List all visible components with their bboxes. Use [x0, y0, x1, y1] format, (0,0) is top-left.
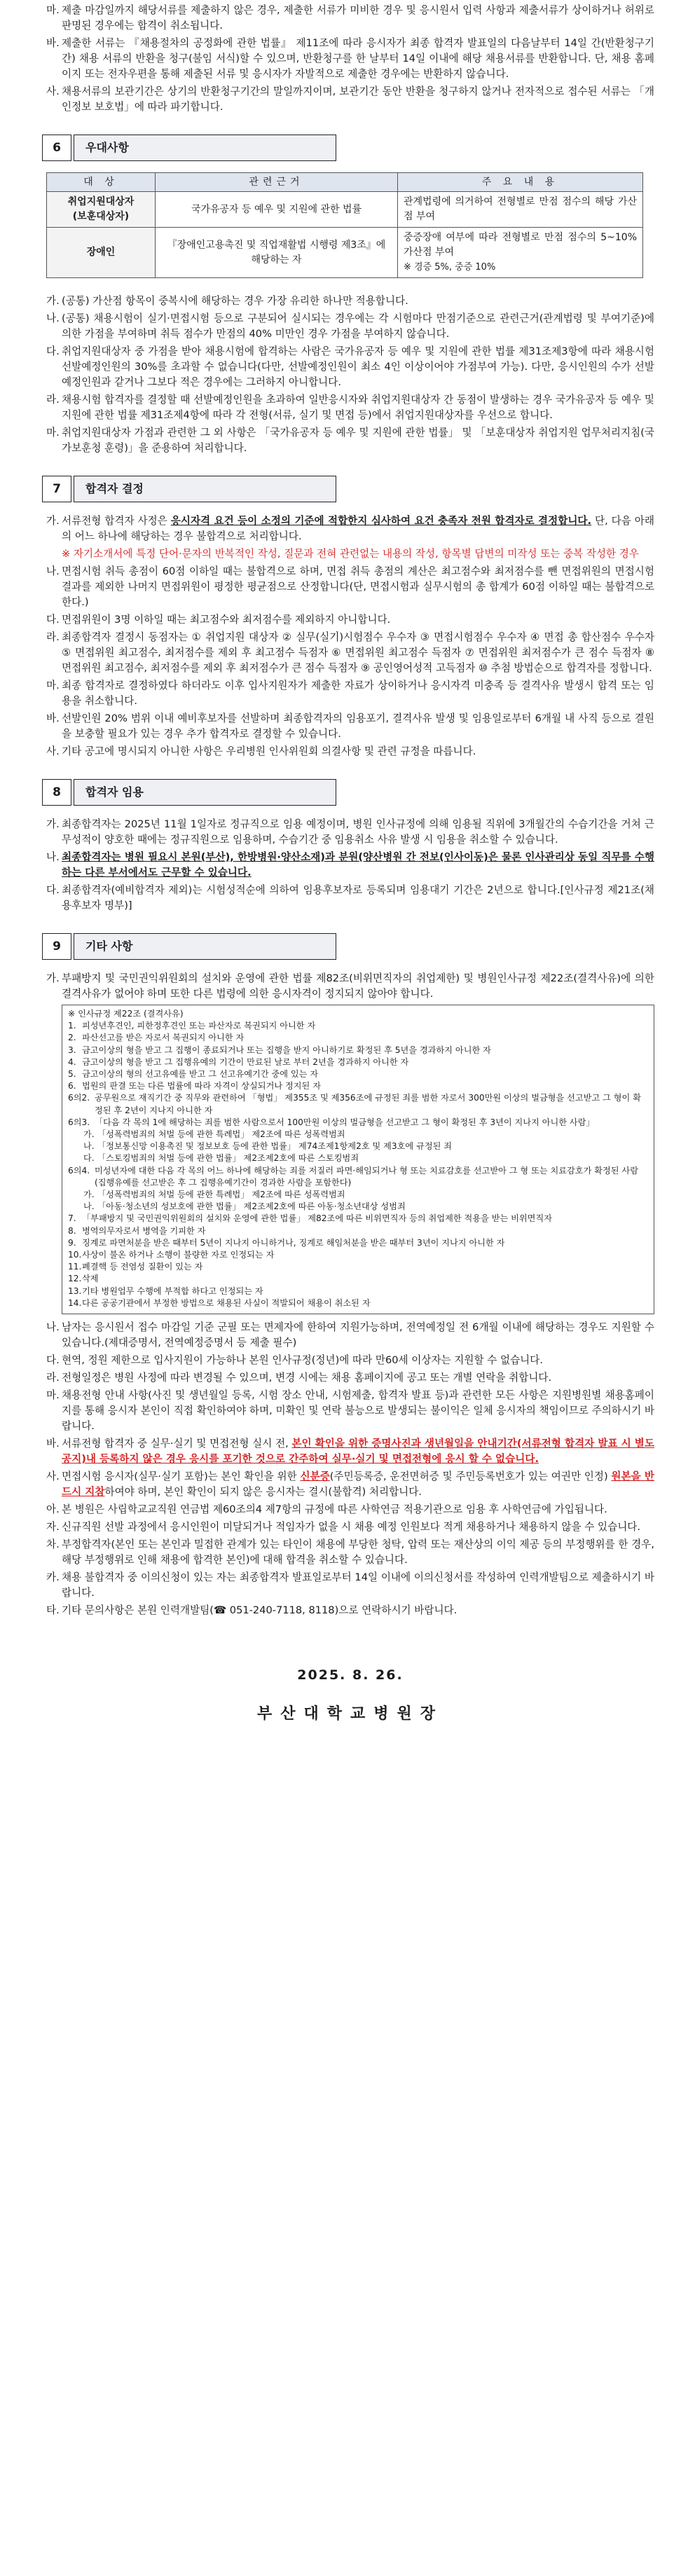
list-item: [46, 612, 654, 628]
disqualification-row: [68, 1092, 648, 1116]
item-text: 기타 공고에 명시되지 아니한 사항은 우리병원 인사위원회 의결사항 및 관련 규정을 따릅니다.: [62, 745, 476, 757]
disqualification-row: [68, 1189, 648, 1201]
item-marker: 사.: [46, 1470, 60, 1483]
list-item: [46, 1469, 654, 1500]
row-text: 미성년자에 대한 다음 각 목의 어느 하나에 해당하는 죄를 저질러 파면·해임되거나 형 또는 치료감호를 선고받아 그 형 또는 치료감호가 확정된 사람(집행유예를 선고받은 후 그 집행유예기간이 경과한 사람을 포함한다): [95, 1165, 638, 1187]
row-text: 「스토킹범죄의 처벌 등에 관한 법률」 제2조제2호에 따른 스토킹범죄: [97, 1153, 359, 1164]
disqualification-row: [68, 1201, 648, 1213]
item-text: 현역, 정원 제한으로 입사지원이 가능하나 본원 인사규정(정년)에 따라 만60세 이상자는 지원할 수 없습니다.: [62, 1354, 544, 1367]
disqualification-row: [68, 1020, 648, 1032]
list-item: [46, 3, 654, 34]
row-number: 2.: [68, 1033, 76, 1043]
item-text: 하여야 하며, 본인 확인이 되지 않은 응시자는 결시(불합격) 처리합니다.: [104, 1486, 422, 1499]
item-marker: 다.: [46, 884, 60, 896]
item-warning: 신분증: [300, 1470, 330, 1483]
item-marker: 차.: [46, 1538, 60, 1551]
section-number: 7: [42, 476, 71, 502]
section-title: 우대사항: [74, 135, 336, 161]
section-9-items-a: [46, 1320, 654, 1434]
item-text: 기타 문의사항은 본원 인력개발팀(☎ 051-240-7118, 8118)으로 연락하시기 바랍니다.: [62, 1604, 457, 1617]
item-text: 서류전형 합격자 사정은: [62, 515, 171, 527]
item-emphasis: 최종합격자는 병원 필요시 본원(부산), 한방병원·양산소재)과 분원(양산병원 간 전보(인사이동)은 물론 인사관리상 동일 직무를 수행하는 다른 부서에서도 근무할 수 있습니다.: [62, 851, 654, 879]
row-text: 「성폭력범죄의 처벌 등에 관한 특례법」 제2조에 따른 성폭력범죄: [97, 1190, 345, 1200]
item-marker: 바.: [46, 712, 60, 724]
list-item: [46, 711, 654, 742]
list-item: [46, 1520, 654, 1535]
list-item: [46, 392, 654, 423]
item-marker: 마.: [46, 680, 60, 691]
item-marker: 마.: [46, 1389, 60, 1402]
item-text: 취업지원대상자 가점과 관련한 그 외 사항은 「국가유공자 등 예우 및 지원에 관한 법률」 및 「보훈대상자 취업지원 업무처리지침(국가보훈청 훈령)」을 준용하여 처리합니다.: [62, 427, 654, 454]
list-item: [46, 425, 654, 456]
row-number: 8.: [68, 1225, 76, 1236]
list-item: [46, 678, 654, 709]
list-item: [46, 817, 654, 848]
row-number: 11.: [68, 1262, 82, 1272]
section-number: 8: [42, 779, 71, 806]
hospital-director-signature: 부산대학교병원장: [256, 1705, 444, 1723]
top-items: [46, 3, 654, 115]
item-text: 단, 다음 아래의 어느 하나에 해당하는 경우 불합격으로 처리합니다.: [62, 515, 654, 542]
list-item: [46, 294, 654, 309]
red-note: ※ 자기소개서에 특정 단어·문자의 반복적인 작성, 질문과 전혀 관련없는 내용의 작성, 항목별 답변의 미작성 또는 중복 작성한 경우: [62, 548, 639, 560]
list-item: [46, 344, 654, 390]
list-item: [46, 84, 654, 115]
table-header: 관련근거: [156, 173, 398, 192]
row-text: 파산선고를 받은 자로서 복권되지 아니한 자: [82, 1033, 245, 1043]
item-marker: 다.: [46, 1354, 60, 1367]
item-marker: 마.: [46, 427, 60, 439]
item-text: 서류전형 합격자 중 실무·실기 및 면접전형 실시 전,: [62, 1438, 292, 1450]
section-number: 9: [42, 933, 71, 960]
disqualification-row: [68, 1152, 648, 1164]
disqualification-row: [68, 1249, 648, 1261]
row-text: 공무원으로 재직기간 중 직무와 관련하여 「형법」 제355조 및 제356조에 규정된 죄를 범한 자로서 300만원 이상의 벌금형을 선고받고 그 형이 확정된 후 2년이 지나지 아니한 자: [95, 1093, 641, 1115]
disqualification-row: [68, 1141, 648, 1152]
announcement-date: 2025. 8. 26.: [297, 1667, 404, 1683]
disqualification-row: [68, 1297, 648, 1309]
row-text: 피성년후견인, 피한정후견인 또는 파산자로 복권되지 아니한 자: [82, 1021, 316, 1031]
row-number: 4.: [68, 1056, 76, 1067]
item-text: 부패방지 및 국민권익위원회의 설치와 운영에 관한 법률 제82조(비위면직자의 취업제한) 및 병원인사규정 제22조(결격사유)에 의한 결격사유가 없어야 하며 또한 다른 법령에 의한 응시자격이 정지되지 않아야 합니다.: [62, 972, 654, 1000]
disqualification-row: [68, 1056, 648, 1068]
item-text: 취업지원대상자 중 가점을 받아 채용시험에 합격하는 사람은 국가유공자 등 예우 및 지원에 관한 법률 제31조제3항에 따라 채용시험 선발예정인원의 30%를 초과할 수 없습니다(다만, 선발예정인원이 최소 4인 이상이어야 가점부여 가능). 다만, 응시인원의 수가 선발예정인원과 같거나 그보다 적은 경우에는 그러하지 아니합니다.: [62, 345, 654, 388]
disqualification-row: [68, 1273, 648, 1285]
disqualification-row: [68, 1286, 648, 1297]
list-item: [46, 564, 654, 610]
section-6-header: [42, 135, 336, 161]
item-text: 최종합격자는 2025년 11월 1일자로 정규직으로 임용 예정이며, 병원 인사규정에 의해 임용될 직위에 3개월간의 수습기간을 거쳐 근무성적이 양호한 때에는 정규직원으로 임용하며, 수습기간 중 임용취소 사유 발생 시 임용을 취소할 수 있습니다.: [62, 818, 654, 846]
item-text: 신규직원 선발 과정에서 응시인원이 미달되거나 적임자가 없을 시 채용 예정 인원보다 적게 채용하거나 채용하지 않을 수 있습니다.: [62, 1521, 641, 1534]
section-title: 합격자 임용: [74, 779, 336, 806]
item-marker: 바.: [46, 1438, 60, 1450]
row-number: 6의3.: [68, 1117, 90, 1127]
item-text: 본 병원은 사립학교교직원 연금법 제60조의4 제7항의 규정에 따른 사학연금 적용기관으로 임용 후 사학연금에 가입됩니다.: [62, 1503, 607, 1516]
item-marker: 아.: [46, 1503, 60, 1516]
table-cell-target: 취업지원대상자 (보훈대상자): [47, 192, 156, 228]
row-text: 금고이상의 형을 받고 그 집행유예의 기간이 만료된 날로 부터 2년을 경과하지 아니한 자: [82, 1056, 409, 1067]
list-item: [46, 630, 654, 676]
item-text: 전형일정은 병원 사정에 따라 변경될 수 있으며, 변경 시에는 채용 홈페이지에 공고 또는 개별 연락을 취합니다.: [62, 1372, 552, 1384]
table-cell-basis: 『장애인고용촉진 및 직업재활법 시행령 제3조』에 해당하는 자: [156, 228, 398, 278]
disqualification-row: [68, 1129, 648, 1141]
section-7-header: [42, 476, 336, 502]
list-item: [46, 1353, 654, 1368]
table-cell-content: 관계법령에 의거하여 전형별로 만점 점수의 해당 가산점 부여: [398, 192, 643, 228]
row-text: 병역의무자로서 병역을 기피한 자: [82, 1225, 206, 1236]
item-text: (공통) 채용시험이 실기·면접시험 등으로 구분되어 실시되는 경우에는 각 시험마다 만점기준으로 관련근거(관계법령 및 부여기준)에 의한 가점을 부여하며 취득 점수가 만점의 40% 미만인 경우 가점을 부여하지 않습니다.: [62, 312, 654, 340]
table-row: [47, 192, 643, 228]
item-marker: 나.: [46, 312, 60, 324]
disqualification-row: [68, 1068, 648, 1080]
item-warning: 원본을 반드시 지참: [62, 1470, 654, 1499]
item-marker: 가.: [46, 515, 60, 527]
row-number: 가.: [83, 1129, 95, 1140]
disqualification-row: [68, 1213, 648, 1225]
item-text: 채용서류의 보관기간은 상기의 반환청구기간의 말일까지이며, 보관기간 동안 반환을 청구하지 않거나 전자적으로 접수된 서류는 「개인정보 보호법」에 따라 파기합니다.: [62, 85, 654, 113]
item-text: 채용시험 합격자를 결정할 때 선발예정인원을 초과하여 일반응시자와 취업지원대상자 간 동점이 발생하는 경우 국가유공자 등 예우 및 지원에 관한 법률 제31조제4항에 따라 각 전형(서류, 실기 및 면접 등)에서 취업지원대상자를 우선으로 합니다.: [62, 394, 654, 421]
table-cell-target: 장애인: [47, 228, 156, 278]
item-marker: 나.: [46, 1321, 60, 1334]
box-title: ※ 인사규정 제22조 (결격사유): [68, 1009, 184, 1019]
section-title: 기타 사항: [74, 933, 336, 960]
item-text: 부정합격자(본인 또는 본인과 밀접한 관계가 있는 타인이 채용에 부당한 청탁, 압력 또는 재산상의 이익 제공 등의 부정행위를 한 경우, 해당 부정행위로 인해 채용에 합격한 본인)에 대해 합격을 취소할 수 있습니다.: [62, 1538, 654, 1566]
disqualification-row: [68, 1117, 648, 1129]
list-item: [46, 744, 654, 759]
item-marker: 나.: [46, 851, 60, 863]
row-text: 다른 공공기관에서 부정한 방법으로 채용된 사실이 적발되어 채용이 취소된 자: [82, 1297, 371, 1308]
row-number: 6의2.: [68, 1093, 90, 1103]
row-number: 5.: [68, 1069, 76, 1080]
row-text: 금고이상의 형의 선고유예를 받고 그 선고유예기간 중에 있는 자: [82, 1069, 319, 1080]
disqualification-row: [68, 1261, 648, 1273]
disqualification-row: [68, 1032, 648, 1044]
item-marker: 가.: [46, 818, 60, 830]
content-note: ※ 경증 5%, 중증 10%: [404, 262, 496, 273]
item-text: 제출 마감일까지 해당서류를 제출하지 않은 경우, 제출한 서류가 미비한 경우 및 응시원서 입력 사항과 제출서류가 상이하거나 허위로 판명된 경우에는 합격이 취소됩니다.: [62, 4, 654, 32]
item-marker: 바.: [46, 37, 60, 49]
item-marker: 가.: [46, 295, 60, 307]
list-item: [46, 1570, 654, 1601]
list-item: [46, 1320, 654, 1351]
item-marker: 카.: [46, 1571, 60, 1584]
list-item: [46, 1370, 654, 1386]
content-text: 중증장애 여부에 따라 전형별로 만점 점수의 5~10% 가산점 부여: [404, 232, 637, 258]
item-text: 선발인원 20% 범위 이내 예비후보자를 선발하며 최종합격자의 임용포기, 결격사유 발생 및 임용일로부터 6개월 내 사직 등으로 결원을 보충할 필요가 있는 경우 추가 합격자로 결정할 수 있습니다.: [62, 712, 654, 740]
item-marker: 자.: [46, 1521, 60, 1534]
section-8-header: [42, 779, 336, 806]
list-item: [46, 850, 654, 881]
row-text: 징계로 파면처분을 받은 때부터 5년이 지나지 아니하거나, 징계로 해임처분을 받은 때부터 3년이 지나지 아니한 자: [82, 1237, 505, 1248]
row-number: 6의4.: [68, 1165, 90, 1176]
section-6-items: [46, 294, 654, 456]
list-item: [46, 1388, 654, 1434]
row-number: 나.: [83, 1141, 95, 1152]
list-item: [46, 883, 654, 914]
item-text: 면접위원이 3명 이하일 때는 최고점수와 최저점수를 제외하지 아니합니다.: [62, 614, 391, 626]
row-text: 「아동·청소년의 성보호에 관한 법률」 제2조제2호에 따른 아동·청소년대상 성범죄: [97, 1201, 406, 1212]
row-text: 「부패방지 및 국민권익위원회의 설치와 운영에 관한 법률」 제82조에 따른 비위면직자 등의 취업제한 적용을 받는 비위면직자: [82, 1213, 553, 1224]
item-marker: 타.: [46, 1604, 60, 1617]
item-text: 채용 불합격자 중 이의신청이 있는 자는 최종합격자 발표일로부터 14일 이내에 이의신청서를 작성하여 인력개발팀으로 제출하시기 바랍니다.: [62, 1571, 654, 1599]
row-number: 6.: [68, 1081, 76, 1091]
list-item: [46, 971, 654, 1002]
item-text: (공통) 가산점 항목이 중복시에 해당하는 경우 가장 유리한 하나만 적용합니다.: [62, 295, 408, 307]
disqualification-row: [68, 1045, 648, 1056]
row-text: 폐결핵 등 전염성 질환이 있는 자: [82, 1262, 203, 1272]
section-9-items-b: [46, 1502, 654, 1618]
list-item: [46, 514, 654, 544]
row-text: 삭제: [82, 1274, 99, 1284]
item-text: 최종합격자 결정시 동점자는 ① 취업지원 대상자 ② 실무(실기)시험점수 우수자 ③ 면접시험점수 우수자 ④ 면접 총 합산점수 우수자 ⑤ 면접위원 최고점수, 최저점수를 제외 후 최고점수 득점자 ⑥ 면접위원 최고점수 득점자 ⑦ 면접위원 최저점수가 큰 점수 득점자 ⑧ 면접위원 최고점수, 최저점수를 제외 후 최저점수가 큰 점수 득점자 ⑨ 공인영어성적 고득점자 ⑩ 추첨 방법순으로 합격자를 정합니다.: [62, 631, 654, 674]
row-number: 가.: [83, 1190, 95, 1200]
list-item: [46, 1603, 654, 1618]
disqualification-row: [68, 1225, 648, 1237]
row-number: 나.: [83, 1201, 95, 1212]
item-text: 채용전형 안내 사항(사진 및 생년월일 등록, 시험 장소 안내, 시험제출, 합격자 발표 등)과 관련한 모든 사항은 지원병원별 채용홈페이지를 통해 응시자 본인이 직접 확인하여야 하며, 미확인 및 연락 불능으로 발생되는 불이익은 일체 응시자의 책임이므로 주의하시기 바랍니다.: [62, 1389, 654, 1433]
item-marker: 라.: [46, 631, 60, 643]
item-marker: 가.: [46, 972, 60, 984]
item-marker: 사.: [46, 85, 60, 97]
item-marker: 다.: [46, 614, 60, 626]
list-item: [46, 1537, 654, 1568]
row-number: 12.: [68, 1274, 82, 1284]
item-marker: 라.: [46, 1372, 60, 1384]
table-cell-basis: 국가유공자 등 예우 및 지원에 관한 법률: [156, 192, 398, 228]
item-text: 남자는 응시원서 접수 마감일 기준 군필 또는 면제자에 한하여 지원가능하며, 전역예정일 전 6개월 이내에 해당하는 경우도 지원할 수 있습니다.(제대증명서, 전역예정증명서 등 제출 필수): [62, 1321, 654, 1349]
item-text: 제출한 서류는 『채용절차의 공정화에 관한 법률』 제11조에 따라 응시자가 최종 합격자 발표일의 다음날부터 14일 간(반환청구기간) 채용 서류의 반환을 청구(불임 서식)할 수 있으며, 반환청구를 한 날부터 14일 이내에 해당 채용서류를 반환합니다. 단, 채용 홈페이지 또는 전자우편을 통해 제출된 서류 및 응시자가 자발적으로 제출한 경우에는 반환하지 않습니다.: [62, 37, 654, 80]
item-warning: 본인 확인을 위한 증명사진과 생년월일을 안내기간(서류전형 합격자 발표 시 별도 공지)내 등록하지 않은 경우 응시를 포기한 것으로 간주하여 실무·실기 및 면접전형에 응시 할 수 없습니다.: [62, 1438, 654, 1466]
preference-table: [46, 172, 643, 278]
section-9-header: [42, 933, 336, 960]
item-text: 최종 합격자로 결정하였다 하더라도 이후 입사지원자가 제출한 자료가 상이하거나 응시자격 미충족 등 결격사유 발생시 합격 또는 임용을 취소합니다.: [62, 680, 654, 707]
item-marker: 라.: [46, 394, 60, 406]
disqualification-box: [62, 1005, 654, 1314]
list-item: [46, 36, 654, 82]
row-text: 「다음 각 목의 1에 해당하는 죄를 범한 사람으로서 100만원 이상의 벌금형을 선고받고 그 형이 확정된 후 3년이 지나지 아니한 사람」: [95, 1117, 595, 1127]
item-marker: 마.: [46, 4, 60, 16]
row-text: 「성폭력범죄의 처벌 등에 관한 특례법」 제2조에 따른 성폭력범죄: [97, 1129, 345, 1140]
section-number: 6: [42, 135, 71, 161]
table-header: 대 상: [47, 173, 156, 192]
item-text: 최종합격자(예비합격자 제외)는 시험성적순에 의하여 임용후보자로 등록되며 임용대기 기간은 2년으로 합니다.[인사규정 제21조(채용후보자 명부)]: [62, 884, 654, 911]
disqualification-row: [68, 1080, 648, 1092]
item-marker: 사.: [46, 745, 60, 757]
item-emphasis: 응시자격 요건 등이 소정의 기준에 적합한지 심사하여 요건 충족자 전원 합격자로 결정합니다.: [170, 515, 592, 527]
item-text: 면접시험 취득 총점이 60점 이하일 때는 불합격으로 하며, 면접 취득 총점의 계산은 최고점수와 최저점수를 뺀 면접위원의 면접시험 결과를 제외한 나머지 면접위원이 평정한 평균점으로 산정합니다(단, 면접시험과 실무시험의 총 합계가 60점 이하일 때는 불합격으로 한다.): [62, 565, 654, 608]
row-number: 다.: [83, 1153, 95, 1164]
section-title: 합격자 결정: [74, 476, 336, 502]
row-text: 금고이상의 형을 받고 그 집행이 종료되거나 또는 집행을 받지 아니하기로 확정된 후 5년을 경과하지 아니한 자: [82, 1045, 491, 1055]
row-number: 13.: [68, 1286, 82, 1296]
disqualification-row: [68, 1237, 648, 1249]
table-cell-content: [398, 228, 643, 278]
item-text: (주민등록증, 운전면허증 및 주민등록번호가 있는 여권만 인정): [329, 1470, 612, 1483]
table-header: 주 요 내 용: [398, 173, 643, 192]
row-number: 1.: [68, 1021, 76, 1031]
table-row: [47, 228, 643, 278]
disqualification-row: [68, 1165, 648, 1189]
item-text: 면접시험 응시자(실무·실기 포함)는 본인 확인을 위한: [62, 1470, 301, 1483]
row-number: 9.: [68, 1237, 76, 1248]
row-text: 사상이 불온 하거나 소행이 불량한 자로 인정되는 자: [82, 1250, 275, 1260]
row-number: 14.: [68, 1297, 82, 1308]
list-item: [46, 1502, 654, 1517]
list-item: [46, 311, 654, 342]
row-text: 기타 병원업무 수행에 부적합 하다고 인정되는 자: [82, 1286, 263, 1296]
row-number: 3.: [68, 1045, 76, 1055]
section-7-items: [46, 564, 654, 759]
row-number: 10.: [68, 1250, 82, 1260]
list-item: [46, 1436, 654, 1467]
item-marker: 나.: [46, 565, 60, 577]
row-number: 7.: [68, 1213, 76, 1224]
row-text: 법원의 판결 또는 다른 법률에 따라 자격이 상실되거나 정지된 자: [82, 1081, 321, 1091]
row-text: 「정보통신망 이용촉진 및 정보보호 등에 관한 법률」 제74조제1항제2호 및 제3호에 규정된 죄: [97, 1141, 453, 1152]
item-marker: 다.: [46, 345, 60, 357]
